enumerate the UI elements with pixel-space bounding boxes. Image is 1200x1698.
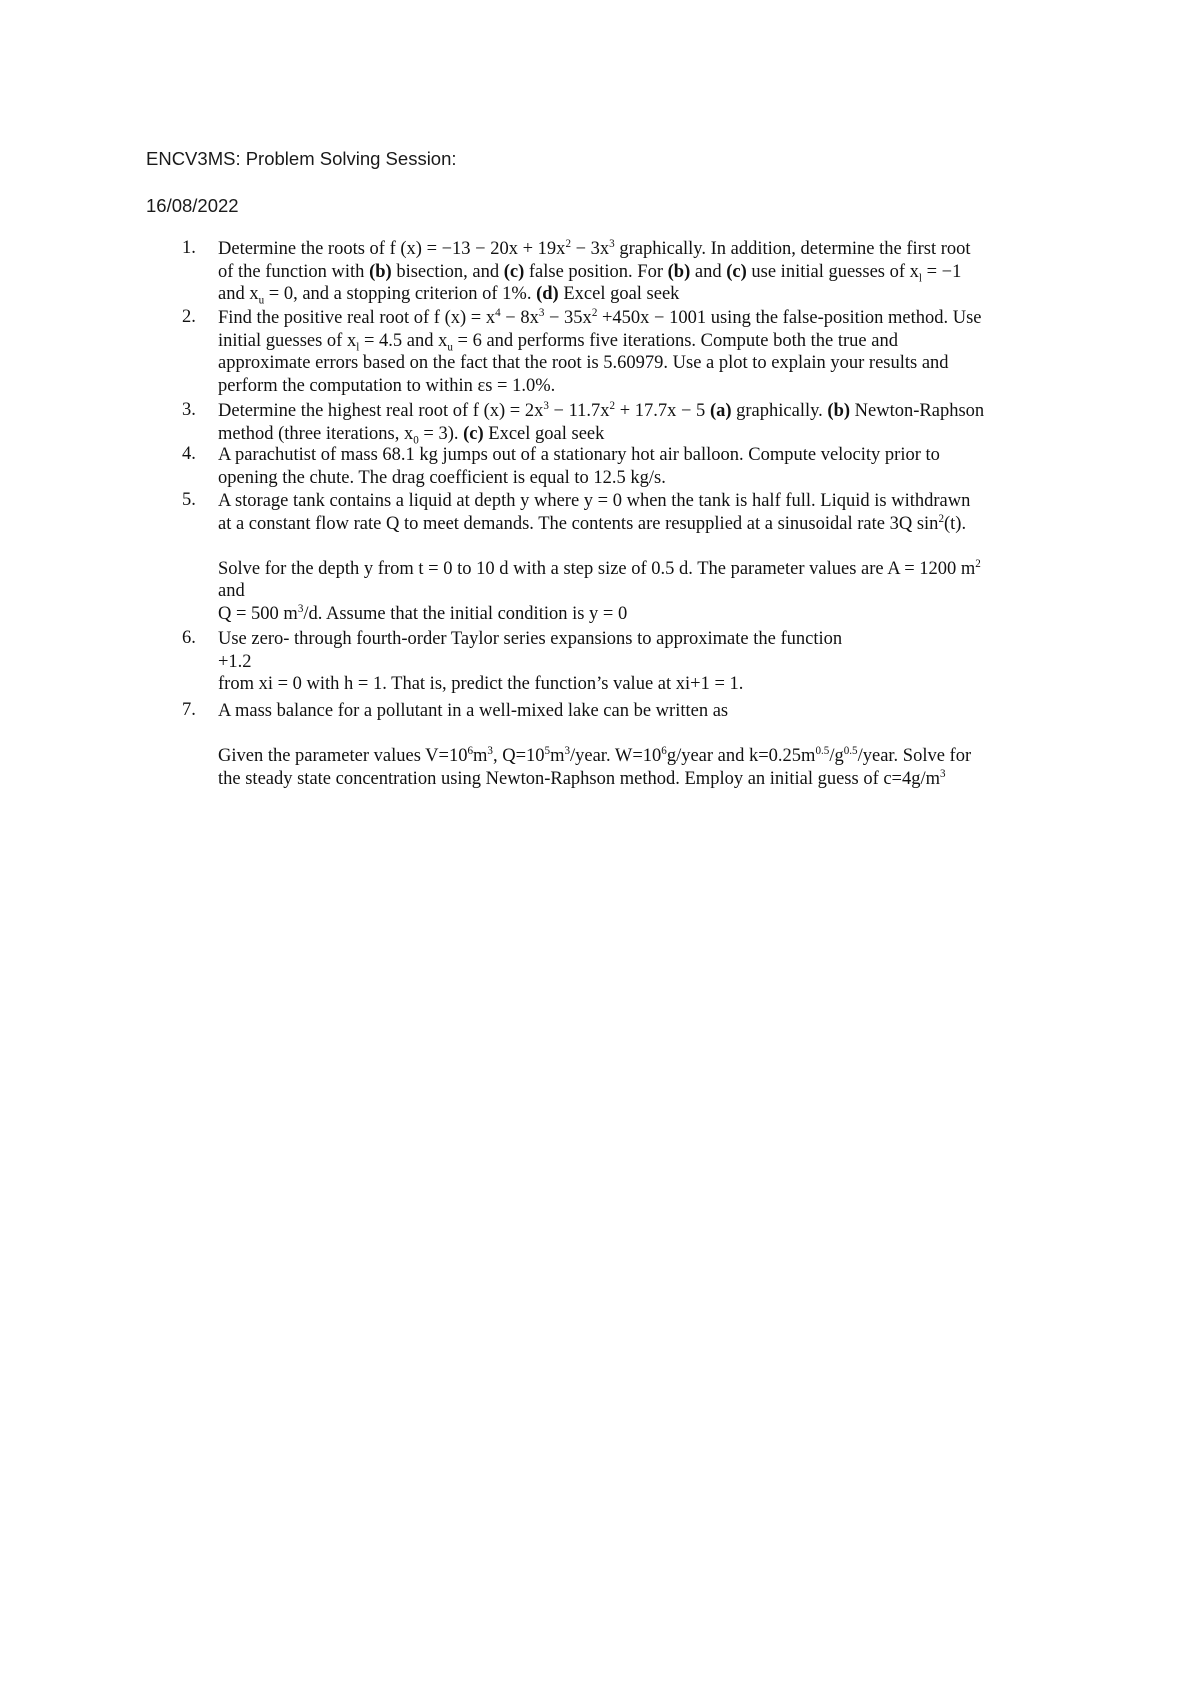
problem-number: 1. [182,238,196,258]
problem-line: Determine the roots of f $(x) = -13 - 20x + 19x^2 - 3x^3$ graphically. In addition, determine the first root [218,237,971,259]
problem-line: A parachutist of mass 68.1 kg jumps out of a stationary hot air balloon. Compute velocity prior to [218,445,940,465]
problem-line: Given the parameter values $V=10^6m^3$, $Q=10^5m^3$/year. $W=10^6g$/year and $k=0.25m^{0.5}/g^{0.5}$/year. Solve for [218,745,972,767]
problem-number: 6. [182,628,196,648]
problem-line: opening the chute. The drag coefficient is equal to 12.5 kg/s. [218,467,666,488]
problem-line: A mass balance for a pollutant in a well-mixed lake can be written as [218,701,729,721]
problem-line: initial guesses of $x_l = 4.5$ and $x_u = 6$ and performs five iterations. Compute both the true and [218,330,898,354]
problem-number: 4. [182,444,196,464]
problem-number: 2. [182,307,196,327]
problem-line: of the function with (b) bisection, and (c) false position. For (b) and (c) use initial guesses of $x_l = -1$ [218,261,962,285]
problem-line: the steady state concentration using Newton-Raphson method. Employ an initial guess of $c=4g/m^3$ [218,767,946,789]
problem-line: Use zero- through fourth-order Taylor series expansions to approximate the function [218,629,843,649]
problem-number: 7. [182,700,196,720]
document-title: ENCV3MS: Problem Solving Session: [146,148,457,169]
problem-line: approximate errors based on the fact that the root is 5.60979. Use a plot to explain your results and [218,353,949,374]
problem-number: 5. [182,490,196,510]
problem-line: and $x_u = 0$, and a stopping criterion of 1%. (d) Excel goal seek [218,284,680,307]
problem-line: A storage tank contains a liquid at depth y where y = 0 when the tank is half full. Liquid is withdrawn [218,491,971,511]
problem-line: Find the positive real root of f $(x) = x^4 - 8x^3 - 35x^2 +450x - 1001$ using the false-position method. Use [218,306,982,328]
problem-line: and [218,581,245,602]
problem-line: perform the computation to within εs = 1.0%. [218,375,556,396]
problem-line: Solve for the depth y from t = 0 to 10 d with a step size of 0.5 d. The parameter values are A = 1200 $m^2$ [218,557,981,579]
problem-line: Determine the highest real root of f $(x) = 2x^3 - 11.7x^2 + 17.7x - 5$ (a) graphically. (b) Newton-Raphson [218,399,985,421]
problem-line: method (three iterations, $x_0 = 3$). (c) Excel goal seek [218,423,605,447]
document-date: 16/08/2022 [146,195,239,216]
problem-line: at a constant flow rate Q to meet demands. The contents are resupplied at a sinusoidal rate 3Q $\sin^2(t)$. [218,512,967,534]
problem-line: from xi = 0 with h = 1. That is, predict the function’s value at xi+1 = 1. [218,674,744,695]
problem-number: 3. [182,400,196,420]
problem-line: +1.2 [218,651,252,672]
problem-line: Q = 500 $m^3/d$. Assume that the initial condition is y = 0 [218,602,628,624]
